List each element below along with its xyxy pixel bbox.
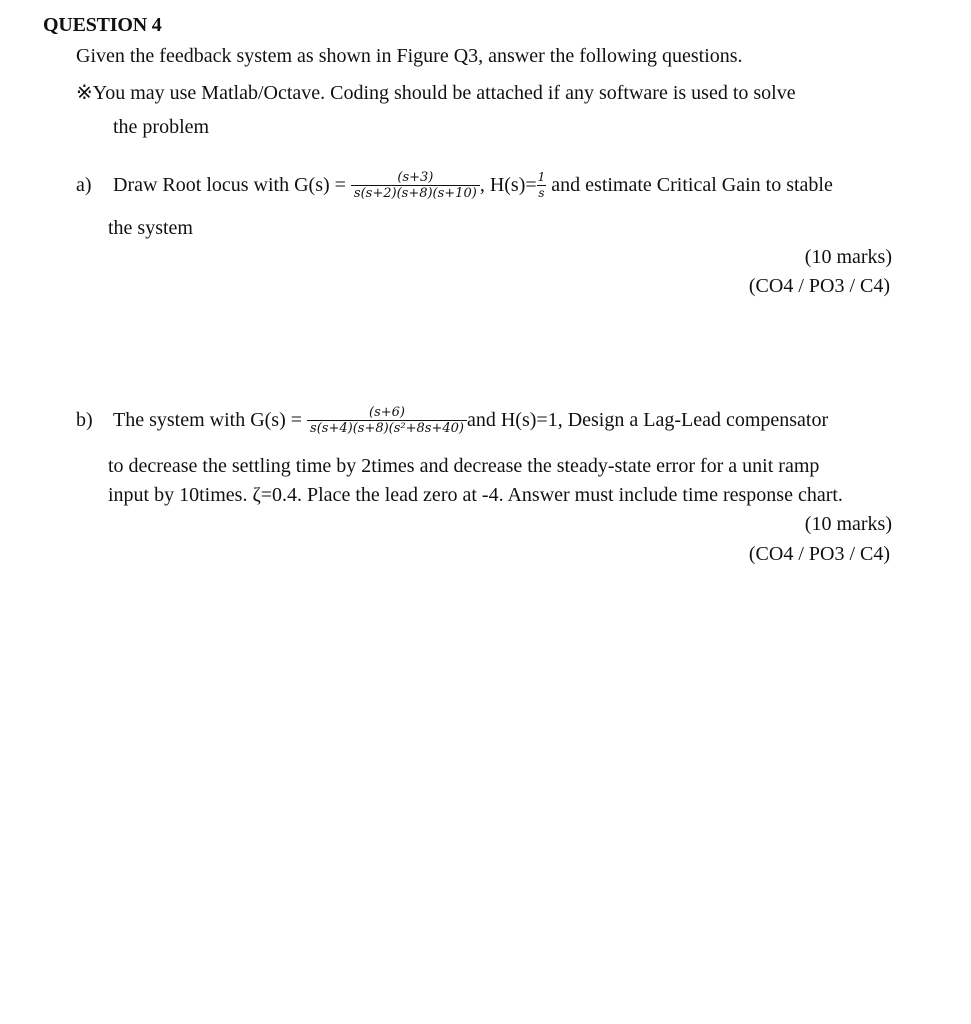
part-b-g-fraction <box>307 405 467 436</box>
part-a-label: a) <box>76 174 92 196</box>
part-a-g-fraction <box>351 170 480 201</box>
part-a-g-numerator: (s+3) <box>397 170 434 185</box>
part-a-marks: (10 marks) <box>804 246 892 268</box>
part-b-marks: (10 marks) <box>804 513 892 535</box>
part-a-h-fraction <box>537 170 547 201</box>
part-a-h-denominator: s <box>538 186 545 200</box>
part-a-text-3: the system <box>108 217 193 239</box>
part-b-g-denominator: s(s+4)(s+8)(s²+8s+40) <box>307 420 467 436</box>
question-title: QUESTION 4 <box>43 14 162 36</box>
part-b-co: (CO4 / PO3 / C4) <box>748 543 890 565</box>
part-b-line-2: to decrease the settling time by 2times and decrease the steady-state error for a unit ramp <box>108 455 820 477</box>
part-b-text-2: and H(s)=1, Design a Lag-Lead compensator <box>466 409 829 431</box>
part-a-g-denominator: s(s+2)(s+8)(s+10) <box>351 185 480 201</box>
part-b-text: The system with G(s) = <box>113 409 303 431</box>
part-b-line-3: input by 10times. ζ=0.4. Place the lead zero at -4. Answer must include time response chart. <box>108 484 843 506</box>
part-a-h-numerator: 1 <box>537 170 546 184</box>
note-line-1: ※You may use Matlab/Octave. Coding should be attached if any software is used to solve <box>76 82 796 104</box>
part-a-row <box>76 170 833 201</box>
part-b-row <box>76 405 828 436</box>
part-b-label: b) <box>76 409 93 431</box>
part-a-h-text: H(s)= <box>489 174 537 196</box>
part-a-text: Draw Root locus with G(s) = <box>113 174 346 196</box>
part-a-text-2: and estimate Critical Gain to stable <box>551 174 833 196</box>
part-b-g-numerator: (s+6) <box>369 405 405 420</box>
note-line-2: the problem <box>113 116 210 138</box>
intro-text: Given the feedback system as shown in Figure Q3, answer the following questions. <box>76 45 743 67</box>
part-a-comma: , <box>479 174 485 196</box>
part-a-co: (CO4 / PO3 / C4) <box>748 275 890 297</box>
